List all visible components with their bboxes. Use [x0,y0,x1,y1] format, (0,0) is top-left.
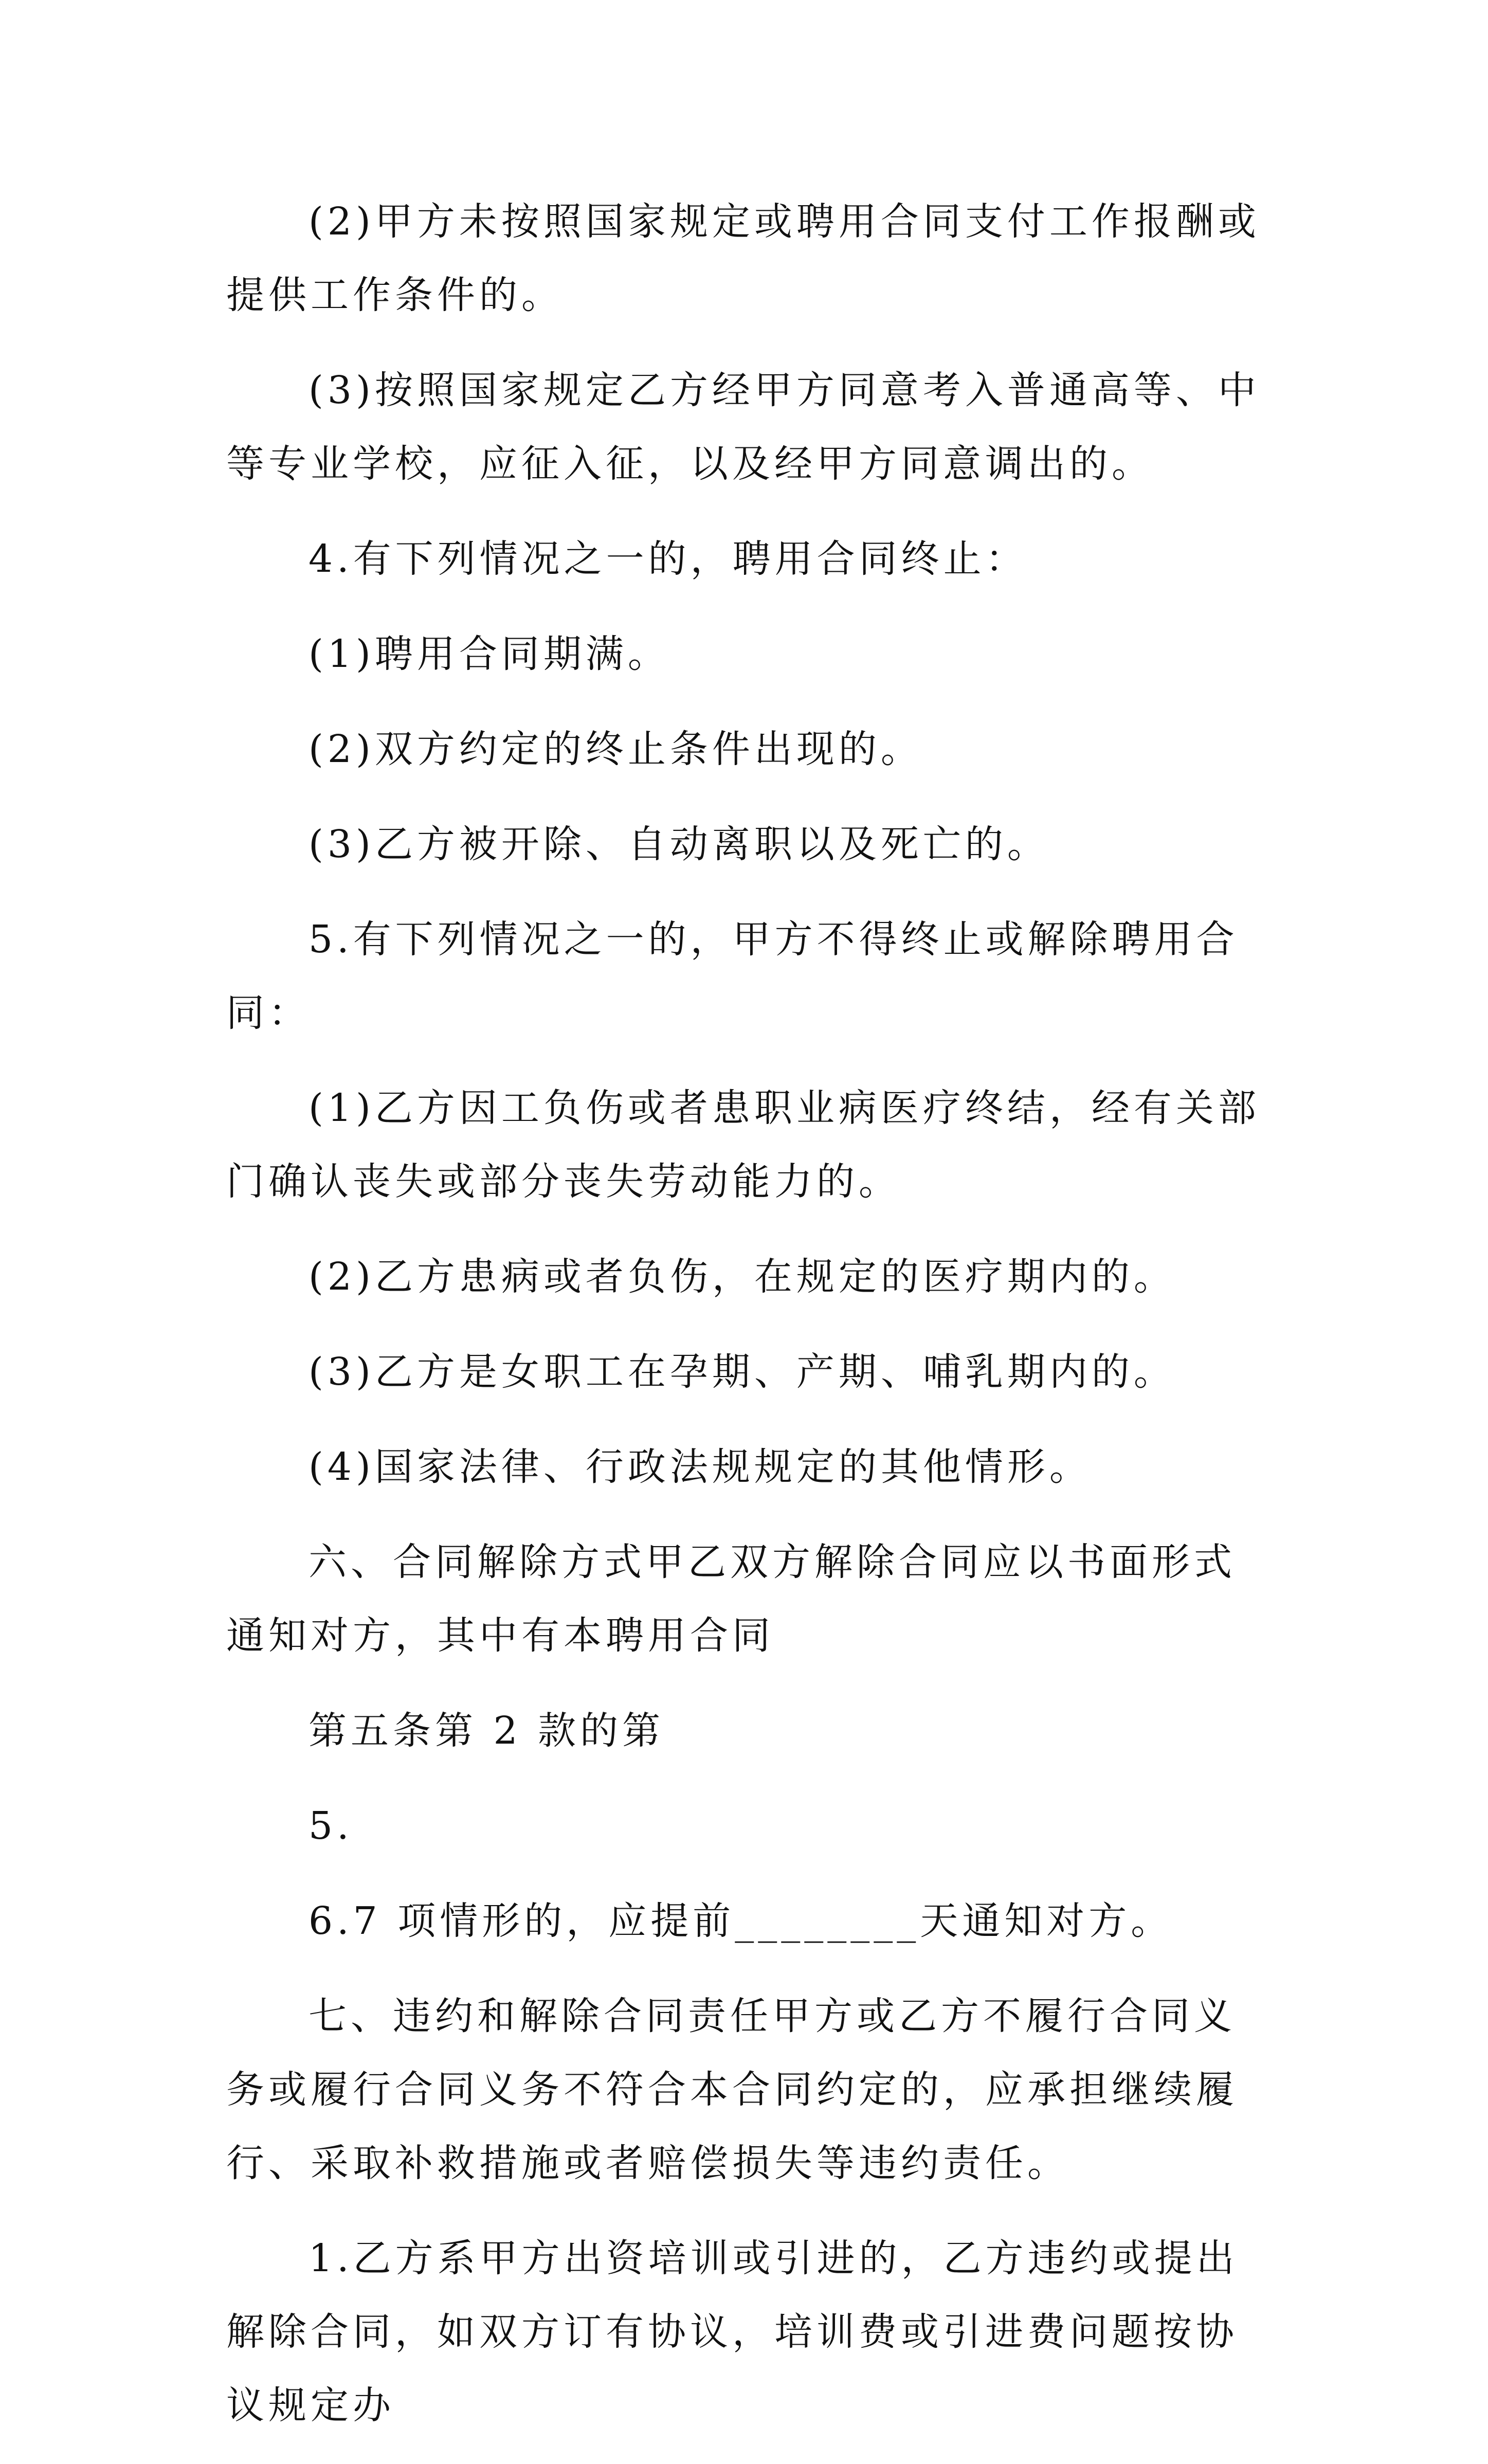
paragraph-5-3: (3)乙方是女职工在孕期、产期、哺乳期内的。 [309,1350,1176,1394]
paragraph-4-1: (1)聘用合同期满。 [309,632,670,676]
paragraph-5-2: (2)乙方患病或者负伤，在规定的医疗期内的。 [309,1255,1176,1299]
paragraph-4-3: (3)乙方被开除、自动离职以及死亡的。 [309,822,1049,866]
paragraph-5-4: (4)国家法律、行政法规规定的其他情形。 [309,1445,1092,1489]
paragraph-section-4-heading: 4.有下列情况之一的，聘用合同终止： [309,537,1028,581]
document-body [226,185,1275,2464]
paragraph-section-6: 六、合同解除方式甲乙双方解除合同应以书面形式通知对方，其中有本聘用合同 [226,1540,1236,1658]
paragraph-section-5-heading: 5.有下列情况之一的，甲方不得终止或解除聘用合同： [226,917,1239,1035]
paragraph-7-1: 1.乙方系甲方出资培训或引进的，乙方违约或提出解除合同，如双方订有协议，培训费或引进费问题按协议规定办 [226,2236,1239,2427]
paragraph-clause-3-admission: (3)按照国家规定乙方经甲方同意考入普通高等、中等专业学校，应征入征，以及经甲方同意调出的。 [226,368,1260,486]
paragraph-4-2: (2)双方约定的终止条件出现的。 [309,727,923,771]
paragraph-section-6-notice: 6.7 项情形的，应提前________天通知对方。 [309,1899,1173,1943]
paragraph-section-6-cont-1: 第五条第 2 款的第 [309,1709,665,1753]
paragraph-section-7: 七、违约和解除合同责任甲方或乙方不履行合同义务或履行合同义务不符合本合同约定的，应承担继续履行、采取补救措施或者赔偿损失等违约责任。 [226,1994,1238,2185]
paragraph-clause-2-payment: (2)甲方未按照国家规定或聘用合同支付工作报酬或提供工作条件的。 [226,200,1260,317]
paragraph-5-1: (1)乙方因工负伤或者患职业病医疗终结，经有关部门确认丧失或部分丧失劳动能力的。 [226,1086,1260,1204]
paragraph-section-6-cont-2: 5. [309,1804,353,1848]
